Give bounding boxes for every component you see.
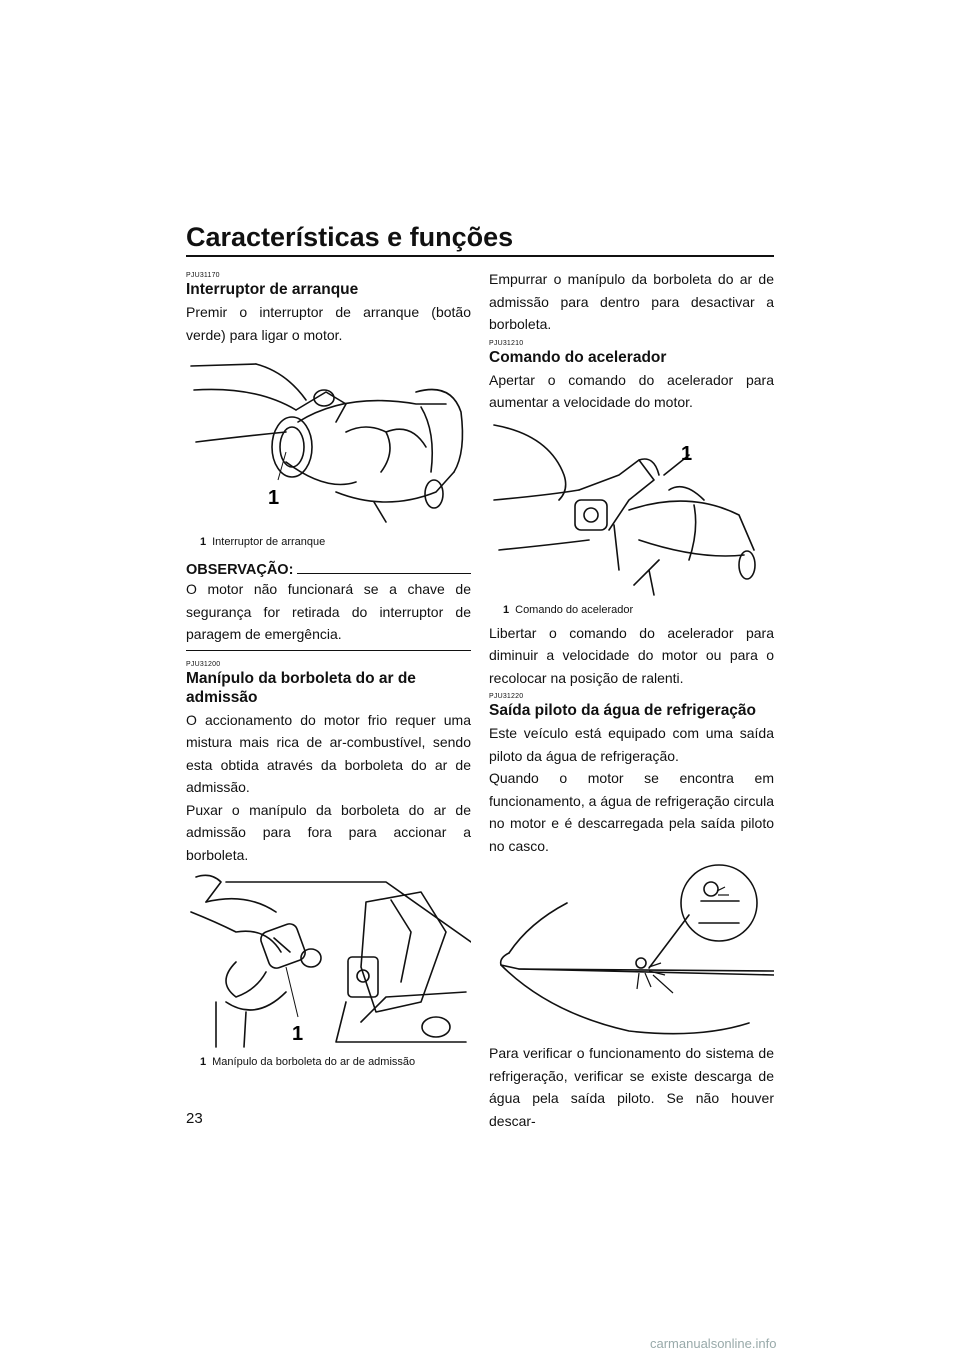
section-heading-start-switch: Interruptor de arranque [186,281,359,298]
choke-knob-illustration [186,872,471,1052]
section-body-cooling-1: Este veículo está equipado com uma saída piloto da água de refrigeração. [489,725,774,764]
section-body-choke-1: O accionamento do motor frio requer uma mistura mais rica de ar-combustível, sendo esta obtida através da borboleta do ar de admissão. [186,711,471,795]
note-header [186,562,471,578]
right-column [489,268,774,1132]
figure-callout-1: 1 [681,442,693,465]
figure-choke-knob [186,872,471,1052]
figure-callout-1: 1 [268,487,280,509]
section-heading-cooling-outlet: Saída piloto da água de refrigeração [489,702,757,719]
section-body-start-switch: Premir o interruptor de arranque (botão verde) para ligar o motor. [186,304,471,343]
figure-start-switch [186,352,471,532]
choke-continuation: Empurrar o manípulo da borboleta do ar de admissão para dentro para desactivar a borboleta. [489,271,774,332]
left-column [186,268,471,1074]
note-title: OBSERVAÇÃO: [186,562,294,578]
section-code: PJU31170 [186,272,220,279]
section-code: PJU31210 [489,339,524,347]
section-body-cooling-2: Quando o motor se encontra em funcionamento, a água de refrigeração circula no motor e é descarregada pela saída piloto no casco. [489,770,774,854]
title-rule [186,255,774,257]
section-body-choke-2: Puxar o manípulo da borboleta do ar de admissão para fora para accionar a borboleta. [186,801,471,863]
throttle-lever-illustration [489,420,774,600]
page-title: Características e funções [186,222,514,252]
note-rule [297,573,471,574]
section-heading-choke: Manípulo da borboleta do ar de admissão [186,669,416,706]
figure-caption: 1 Manípulo da borboleta do ar de admissão [200,1056,416,1068]
figure-cooling-outlet [489,863,774,1038]
figure-callout-1: 1 [292,1023,304,1045]
note-body: O motor não funcionará se a chave de segurança for retirada do interruptor de paragem de emergência. [186,581,471,642]
watermark: carmanualsonline.info [650,1336,777,1351]
figure-caption: 1 Interruptor de arranque [200,536,326,548]
cooling-outlet-illustration [489,863,774,1038]
page-number: 23 [186,1110,203,1127]
section-body-throttle: Apertar o comando do acelerador para aumentar a velocidade do motor. [489,371,774,410]
section-body-throttle-release: Libertar o comando do acelerador para diminuir a velocidade do motor ou para o recolocar na posição de ralenti. [489,624,774,686]
figure-throttle-lever [489,420,774,600]
figure-caption: 1 Comando do acelerador [503,603,634,616]
section-code: PJU31220 [489,693,524,700]
start-switch-illustration [186,352,471,532]
section-body-cooling-check: Para verificar o funcionamento do sistema de refrigeração, verificar se existe descarga de água pela saída piloto. Se não houver descar- [489,1045,774,1129]
note-end-rule [186,650,471,651]
section-heading-throttle: Comando do acelerador [489,348,667,366]
section-code: PJU31200 [186,660,221,668]
